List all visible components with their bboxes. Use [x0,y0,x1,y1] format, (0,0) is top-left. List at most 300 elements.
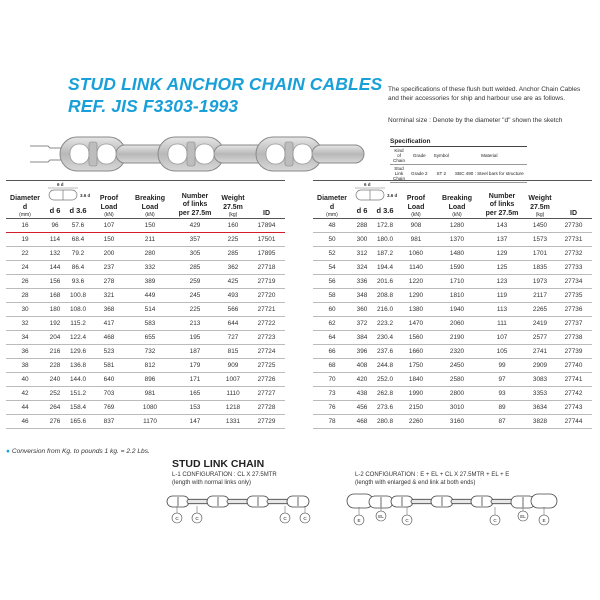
col-id: ID [555,181,592,219]
table-cell: 1370 [435,232,479,246]
table-cell: 50 [313,232,351,246]
table-cell: 362 [218,260,248,274]
table-cell: 27723 [248,330,285,344]
table-cell: 429 [172,218,218,232]
end-link [531,494,557,508]
table-cell: 76 [313,400,351,414]
table-cell: 68.4 [66,232,90,246]
table-cell: 105 [479,344,525,358]
col-weight: Weight 27.5m (kg) [218,181,248,219]
table-cell: 2580 [435,372,479,386]
table-cell: 119 [479,288,525,302]
intro-text: The specifications of these flush butt welded. Anchor Chain Cables and their accessories for ship and harbour use are as follows. [388,86,581,102]
table-cell: 285 [172,260,218,274]
table-row [6,316,285,330]
table-cell: 27744 [555,414,592,428]
table-cell: 3160 [435,414,479,428]
table-cell: 3828 [525,414,555,428]
table-cell: 2260 [397,414,435,428]
link-label: C [195,515,199,521]
table-cell: 237 [90,260,128,274]
chain-illustration [30,130,380,180]
table-cell: 262.8 [373,386,397,400]
table-cell: 97 [479,372,525,386]
table-cell: 107 [90,218,128,232]
page-title: STUD LINK ANCHOR CHAIN CABLES [68,74,383,94]
table-cell: 1973 [525,274,555,288]
table-cell: 123 [479,274,525,288]
table-cell: 981 [397,232,435,246]
table-cell: 27739 [555,344,592,358]
table-cell: 1590 [435,260,479,274]
table-cell: 136.8 [66,358,90,372]
table-cell: 514 [128,302,172,316]
table-cell: 1450 [525,218,555,232]
table-row [313,400,592,414]
link-label: EL [520,513,526,519]
table-cell: 417 [90,316,128,330]
table-cell: 244.8 [373,358,397,372]
reference-standard: REF. JIS F3303-1993 [68,96,239,116]
l2-chain-sketch [345,488,585,533]
table-cell: 1660 [397,344,435,358]
table-cell: 2265 [525,302,555,316]
table-cell: 815 [218,344,248,358]
link-label: C [405,517,409,523]
table-cell: 2190 [435,330,479,344]
link-dimension-icon [351,181,397,201]
spec-cell: Stud Link Chain [390,165,408,183]
chain-link [187,499,209,503]
table-cell: 150 [90,232,128,246]
table-cell: 114 [44,232,66,246]
table-cell: 1701 [525,246,555,260]
table-cell: 213 [172,316,218,330]
table-cell: 2577 [525,330,555,344]
table-cell: 280.8 [373,414,397,428]
table-cell: 216 [44,344,66,358]
table-cell: 324 [351,260,373,274]
table-row [6,372,285,386]
table-row [6,344,285,358]
table-cell: 208.8 [373,288,397,302]
table-cell: 165 [172,386,218,400]
table-row [313,316,592,330]
table-cell: 87 [479,414,525,428]
stud-link-heading: STUD LINK CHAIN [172,458,265,470]
col-weight: Weight 27.5m (kg) [525,181,555,219]
table-cell: 107 [479,330,525,344]
table-cell: 44 [6,400,44,414]
table-cell: 2150 [397,400,435,414]
table-cell: 144 [44,260,66,274]
config-l2: L-2 CONFIGURATION : E + EL + CL X 27.5MTR + EL + E (length with enlarged & end link at both ends) [355,472,510,486]
table-cell: 3010 [435,400,479,414]
table-cell: 396 [351,344,373,358]
table-cell: 32 [6,316,44,330]
table-cell: 981 [128,386,172,400]
link-sketch [44,181,90,205]
table-cell: 40 [6,372,44,386]
col-breaking-load: Breaking Load (kN) [128,181,172,219]
col-diameter: Diameter d (mm) [313,181,351,219]
link-label: EL [378,513,384,519]
chain-table-right [313,180,592,429]
table-cell: 62 [313,316,351,330]
spec-header: Material [452,147,527,165]
table-cell: 60 [313,302,351,316]
table-cell: 165.6 [66,414,90,428]
table-cell: 27738 [555,330,592,344]
table-row [6,274,285,288]
table-cell: 113 [479,302,525,316]
table-cell: 1110 [218,386,248,400]
table-cell: 357 [172,232,218,246]
table-cell: 769 [90,400,128,414]
table-cell: 24 [6,260,44,274]
table-cell: 1218 [218,400,248,414]
table-cell: 211 [128,232,172,246]
link-label: E [357,517,361,523]
table-cell: 225 [218,232,248,246]
table-row [6,246,285,260]
table-cell: 187.2 [373,246,397,260]
table-cell: 228 [44,358,66,372]
table-cell: 420 [351,372,373,386]
table-cell: 896 [128,372,172,386]
table-cell: 727 [218,330,248,344]
table-cell: 1140 [397,260,435,274]
table-row [313,302,592,316]
chain-table-left [6,180,285,429]
table-cell: 27726 [248,372,285,386]
table-cell: 336 [351,274,373,288]
table-cell: 27737 [555,316,592,330]
svg-text:3.6 d: 3.6 d [80,193,90,198]
table-cell: 259 [172,274,218,288]
table-cell: 1810 [435,288,479,302]
table-cell: 909 [218,358,248,372]
table-cell: 204 [44,330,66,344]
table-cell: 93.6 [66,274,90,288]
table-cell: 240 [44,372,66,386]
specification-title: Specification [390,138,431,145]
config-l1: L-1 CONFIGURATION : CL X 27.5MTR (length with normal links only) [172,472,277,486]
table-cell: 1940 [435,302,479,316]
table-cell: 115.2 [66,316,90,330]
table-cell: 30 [6,302,44,316]
table-cell: 285 [218,246,248,260]
table-cell: 1560 [397,330,435,344]
table-cell: 17894 [248,218,285,232]
table-cell: 160 [218,218,248,232]
table-cell: 305 [172,246,218,260]
table-cell: 2800 [435,386,479,400]
table-cell: 1290 [397,288,435,302]
table-cell: 52 [313,246,351,260]
col-id: ID [248,181,285,219]
col-breaking-load: Breaking Load (kN) [435,181,479,219]
table-row [313,246,592,260]
table-cell: 93 [479,386,525,400]
chain-link [451,499,473,503]
table-cell: 389 [128,274,172,288]
table-cell: 312 [351,246,373,260]
table-cell: 147 [172,414,218,428]
table-row [313,386,592,400]
table-row [313,344,592,358]
table-cell: 1573 [525,232,555,246]
col-d6: d 6 [351,204,373,218]
chain-link [411,499,433,503]
table-row [313,232,592,246]
spec-header: Kind of Chain [390,147,408,165]
spec-header: Symbol [431,147,452,165]
table-cell: 27725 [248,358,285,372]
table-cell: 583 [128,316,172,330]
col-number-of-links: Number of links per 27.5m [172,181,218,219]
table-row [313,358,592,372]
col-d36: d 3.6 [66,204,90,218]
table-cell: 332 [128,260,172,274]
link-label: C [493,517,497,523]
spec-cell: Grade 2 [408,165,431,183]
table-cell: 200 [90,246,128,260]
table-cell: 384 [351,330,373,344]
table-cell: 86.4 [66,260,90,274]
table-cell: 26 [6,274,44,288]
table-cell: 70 [313,372,351,386]
table-cell: 280 [128,246,172,260]
table-cell: 132 [44,246,66,260]
table-cell: 42 [6,386,44,400]
table-cell: 144.0 [66,372,90,386]
table-cell: 1331 [218,414,248,428]
table-cell: 27724 [248,344,285,358]
table-row [6,260,285,274]
table-cell: 78 [313,414,351,428]
table-cell: 19 [6,232,44,246]
table-cell: 17501 [248,232,285,246]
table-cell: 180.0 [373,232,397,246]
table-cell: 73 [313,386,351,400]
table-cell: 1080 [128,400,172,414]
table-cell: 96 [44,218,66,232]
col-number-of-links: Number of links per 27.5m [479,181,525,219]
col-d36: d 3.6 [373,204,397,218]
table-cell: 288 [351,218,373,232]
table-cell: 640 [90,372,128,386]
table-cell: 1007 [218,372,248,386]
table-cell: 150 [128,218,172,232]
table-cell: 129.6 [66,344,90,358]
table-cell: 27733 [555,260,592,274]
table-cell: 644 [218,316,248,330]
table-cell: 27743 [555,400,592,414]
table-cell: 321 [90,288,128,302]
table-cell: 28 [6,288,44,302]
table-cell: 64 [313,330,351,344]
table-cell: 27730 [555,218,592,232]
table-row [6,330,285,344]
table-cell: 66 [313,344,351,358]
table-row [313,260,592,274]
link-dimension-icon [44,181,90,201]
table-row [6,414,285,428]
spec-cell: ST 2 [431,165,452,183]
table-cell: 54 [313,260,351,274]
table-cell: 122.4 [66,330,90,344]
table-cell: 245 [172,288,218,302]
table-cell: 56 [313,274,351,288]
table-cell: 156 [44,274,66,288]
table-cell: 17895 [248,246,285,260]
table-cell: 143 [479,218,525,232]
table-cell: 2419 [525,316,555,330]
table-cell: 223.2 [373,316,397,330]
table-cell: 179 [172,358,218,372]
table-cell: 192 [44,316,66,330]
link-label: C [303,515,307,521]
table-cell: 252.0 [373,372,397,386]
table-cell: 38 [6,358,44,372]
spec-header: Grade [408,147,431,165]
table-cell: 837 [90,414,128,428]
chain-link [491,499,513,503]
table-cell: 79.2 [66,246,90,260]
chain-link [267,499,289,503]
table-cell: 581 [90,358,128,372]
svg-text:6 d: 6 d [57,182,64,187]
table-cell: 1480 [435,246,479,260]
table-row [313,330,592,344]
table-cell: 27731 [555,232,592,246]
table-cell: 237.6 [373,344,397,358]
table-cell: 566 [218,302,248,316]
col-proof-load: Proof Load (kN) [397,181,435,219]
table-cell: 36 [6,344,44,358]
table-cell: 3083 [525,372,555,386]
table-cell: 180 [44,302,66,316]
table-cell: 22 [6,246,44,260]
svg-text:3.6 d: 3.6 d [387,193,397,198]
table-cell: 1170 [128,414,172,428]
table-cell: 425 [218,274,248,288]
col-proof-load: Proof Load (kN) [90,181,128,219]
table-cell: 27728 [248,400,285,414]
table-cell: 27721 [248,302,285,316]
chain-link [227,499,249,503]
table-row [313,372,592,386]
table-cell: 1990 [397,386,435,400]
table-cell: 27718 [248,260,285,274]
table-cell: 27736 [555,302,592,316]
table-cell: 27722 [248,316,285,330]
table-cell: 46 [6,414,44,428]
table-row [6,386,285,400]
table-cell: 27719 [248,274,285,288]
link-label: C [175,515,179,521]
table-cell: 168 [44,288,66,302]
table-cell: 125 [479,260,525,274]
table-cell: 129 [479,246,525,260]
table-cell: 2450 [435,358,479,372]
table-cell: 408 [351,358,373,372]
table-cell: 27742 [555,386,592,400]
table-cell: 27741 [555,372,592,386]
table-cell: 523 [90,344,128,358]
table-cell: 1750 [397,358,435,372]
table-cell: 225 [172,302,218,316]
table-cell: 1840 [397,372,435,386]
table-cell: 252 [44,386,66,400]
col-d6: d 6 [44,204,66,218]
table-cell: 493 [218,288,248,302]
table-cell: 201.6 [373,274,397,288]
table-cell: 89 [479,400,525,414]
table-row [313,414,592,428]
table-row [6,358,285,372]
table-cell: 438 [351,386,373,400]
table-cell: 27727 [248,386,285,400]
table-cell: 3634 [525,400,555,414]
table-cell: 172.8 [373,218,397,232]
table-cell: 368 [90,302,128,316]
table-cell: 99 [479,358,525,372]
table-row [6,302,285,316]
col-diameter: Diameter d (mm) [6,181,44,219]
table-cell: 276 [44,414,66,428]
table-cell: 348 [351,288,373,302]
table-cell: 27720 [248,288,285,302]
table-cell: 108.0 [66,302,90,316]
table-cell: 278 [90,274,128,288]
table-cell: 158.4 [66,400,90,414]
table-row [313,274,592,288]
table-cell: 1710 [435,274,479,288]
conversion-note: ● Conversion from Kg. to pounds 1 kg. = 2.2 Lbs. [6,448,150,455]
table-cell: 230.4 [373,330,397,344]
table-cell: 3353 [525,386,555,400]
table-cell: 1470 [397,316,435,330]
table-cell: 100.8 [66,288,90,302]
table-row [313,288,592,302]
table-row [313,218,592,232]
table-cell: 1220 [397,274,435,288]
table-cell: 2741 [525,344,555,358]
table-cell: 703 [90,386,128,400]
table-cell: 57.6 [66,218,90,232]
table-cell: 2060 [435,316,479,330]
table-cell: 264 [44,400,66,414]
table-cell: 194.4 [373,260,397,274]
table-cell: 68 [313,358,351,372]
table-cell: 195 [172,330,218,344]
table-cell: 137 [479,232,525,246]
table-row [6,288,285,302]
table-cell: 27735 [555,288,592,302]
nominal-size-note: Norminal size : Denote by the diameter "d" shown the sketch [388,117,563,124]
table-cell: 27732 [555,246,592,260]
table-cell: 34 [6,330,44,344]
table-cell: 2909 [525,358,555,372]
svg-text:6 d: 6 d [364,182,371,187]
table-cell: 216.0 [373,302,397,316]
table-cell: 273.6 [373,400,397,414]
table-cell: 456 [351,400,373,414]
table-cell: 16 [6,218,44,232]
table-cell: 2320 [435,344,479,358]
